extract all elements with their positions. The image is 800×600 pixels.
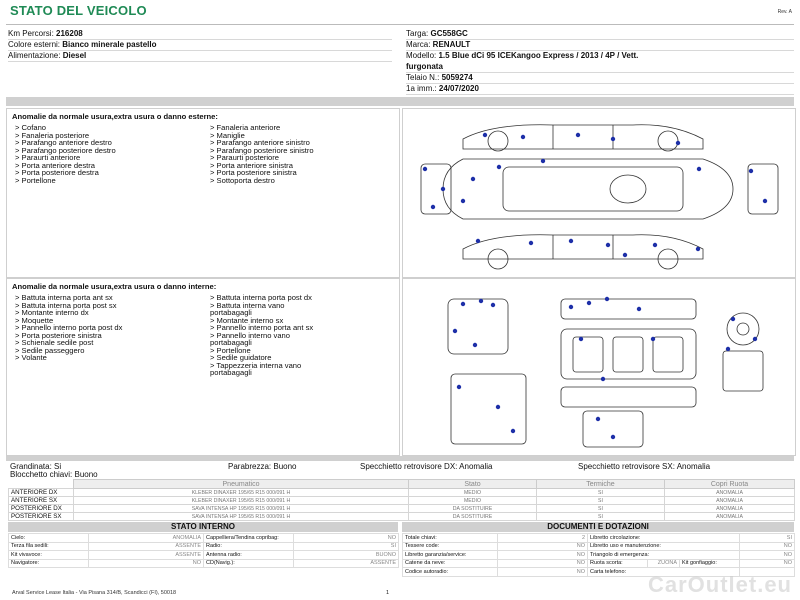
documenti-table [402, 533, 795, 577]
specchietto-dx-label: Specchietto retrovisore DX: Anomalia [360, 462, 493, 471]
immatricolazione-row: 1a imm.: 24/07/2020 [406, 83, 794, 95]
page-number: 1 [386, 590, 390, 596]
revision-label: Rev. A [777, 9, 792, 15]
interior-car-diagram [403, 279, 795, 455]
list-item: portabagagli [210, 338, 252, 347]
list-item: > Pannello interno porta post dx [15, 323, 123, 332]
internal-damage-panel [6, 278, 400, 456]
external-damage-list-1 [15, 124, 116, 184]
telaio-row: Telaio N.: 5059274 [406, 72, 794, 84]
section-band-mid [6, 456, 794, 461]
list-item: > Pannello interno vano [210, 330, 291, 340]
col-header-copri: Copri Ruota [665, 480, 795, 489]
list-item: > Paraurti posteriore [210, 153, 280, 162]
parabrezza-label: Parabrezza: Buono [228, 462, 297, 471]
list-item: > Portellone [210, 345, 251, 355]
list-item: > Montante interno sx [210, 315, 284, 325]
list-item: > Battuta interna vano [210, 300, 285, 310]
table-row: Totale chiavi: 2 Libretto circolazione: SI [403, 534, 795, 543]
list-item: portabagagli [210, 308, 252, 317]
list-item: > Moquette [15, 315, 54, 325]
external-damage-title: Anomalie da normale usura,extra usura o danno esterne: [12, 112, 218, 121]
list-item: > Sedile guidatore [210, 353, 272, 362]
list-item: > Porta anteriore sinistra [210, 160, 293, 170]
list-item: > Pannello interno porta ant sx [210, 323, 314, 332]
list-item: > Parafango posteriore destro [15, 145, 116, 155]
list-item: > Fanaleria anteriore [210, 123, 281, 132]
list-item: > Volante [15, 353, 47, 362]
internal-damage-title: Anomalie da normale usura,extra usura o danno interne: [12, 282, 217, 291]
list-item: > Porta posteriore destra [15, 168, 99, 177]
table-row: Navigatore: NO CD(Navig.): ASSENTE [9, 559, 399, 568]
table-row: ANTERIORE DX KLEBER DINAXER 195/65 R15 000/091 H MEDIO SI ANOMALIA [9, 489, 795, 497]
list-item: > Porta anteriore destra [15, 160, 95, 170]
list-item: > Paraurti anteriore [15, 153, 81, 162]
list-item: > Battuta interna porta ant sx [15, 293, 113, 302]
footer-address: Arval Service Lease Italia - Via Pisana 314/B, Scandicci (FI), 50018 [12, 590, 177, 596]
internal-diagram-panel [402, 278, 796, 456]
table-row: Codice autoradio: NO Carta telefono: [403, 568, 795, 577]
list-item: > Porta posteriore sinistra [15, 330, 102, 340]
list-item: > Sedile passeggero [15, 345, 85, 355]
table-row: Catene da neve: NO Ruota scorta: ZUONA Kit gonfiaggio: NO [403, 559, 795, 568]
table-row: Cielo: ANOMALIA Cappelliera/Tendina copribag: NO [9, 534, 399, 543]
internal-damage-list-1 [15, 294, 122, 362]
list-item: > Cofano [15, 123, 47, 132]
col-header-pneumatico: Pneumatico [74, 480, 409, 489]
external-damage-panel [6, 108, 400, 278]
list-item: > Battuta interna porta post sx [15, 300, 117, 310]
exterior-damage-markers [423, 133, 767, 257]
list-item: > Porta posteriore sinistra [210, 168, 297, 177]
stato-interno-table [8, 533, 399, 568]
list-item: > Portellone [15, 175, 56, 185]
col-header-stato: Stato [409, 480, 537, 489]
col-header-termiche: Termiche [537, 480, 665, 489]
colore-row: Colore esterni: Bianco minerale pastello [8, 39, 392, 51]
tyre-table [8, 479, 795, 521]
list-item: > Parafango anteriore destro [15, 138, 112, 147]
table-row: POSTERIORE DX SAVA INTENSA HP 195/65 R15 000/091 H DA SOSTITUIRE SI ANOMALIA [9, 505, 795, 513]
table-row: POSTERIORE SX SAVA INTENSA HP 195/65 R15 000/091 H DA SOSTITUIRE SI ANOMALIA [9, 513, 795, 521]
table-row: Kit vivavoce: ASSENTE Antenna radio: BUONO [9, 551, 399, 560]
interior-damage-markers [453, 297, 757, 439]
list-item: > Tappezzeria interna vano [210, 360, 302, 370]
external-damage-list-2 [210, 124, 314, 184]
marca-row: Marca: RENAULT [406, 39, 794, 51]
list-item: > Maniglie [210, 130, 245, 140]
list-item: portabagagli [210, 368, 252, 377]
stato-interno-title: STATO INTERNO [8, 522, 398, 532]
km-row: Km Percorsi: 216208 [8, 28, 392, 40]
alimentazione-row: Alimentazione: Diesel [8, 50, 392, 62]
list-item: > Montante interno dx [15, 308, 89, 317]
list-item: > Parafango posteriore sinistro [210, 145, 314, 155]
table-row: Libretto garanzia/service: NO Triangolo di emergenza: NO [403, 551, 795, 560]
page-title: STATO DEL VEICOLO [10, 3, 147, 18]
table-row: Tessere code: NO Libretto uso e manutenzione: NO [403, 542, 795, 551]
targa-row: Targa: GC558GC [406, 28, 794, 40]
watermark-logo: CarOutlet.eu [647, 572, 792, 597]
section-band-top [6, 97, 794, 106]
exterior-car-diagram [403, 109, 795, 277]
documenti-title: DOCUMENTI E DOTAZIONI [402, 522, 794, 532]
list-item: > Battuta interna porta post dx [210, 293, 312, 302]
grandinata-label: Grandinata: Si [10, 462, 62, 471]
external-diagram-panel [402, 108, 796, 278]
bloccaggio-label: Blocchetto chiavi: Buono [10, 470, 98, 479]
modello-row-cont: furgonata [406, 61, 794, 73]
list-item: > Schienale sedile post [15, 338, 94, 347]
specchietto-sx-label: Specchietto retrovisore SX: Anomalia [578, 462, 711, 471]
table-row: Terza fila sedili: ASSENTE Radio: SI [9, 542, 399, 551]
list-item: > Fanaleria posteriore [15, 130, 90, 140]
internal-damage-list-2 [210, 294, 313, 377]
list-item: > Parafango anteriore sinistro [210, 138, 310, 147]
modello-row: Modello: 1.5 Blue dCi 95 ICEKangoo Express / 2013 / 4P / Vett. [406, 51, 639, 60]
title-divider [6, 24, 794, 25]
list-item: > Sottoporta destro [210, 175, 275, 185]
table-row: ANTERIORE SX KLEBER DINAXER 195/65 R15 000/091 H MEDIO SI ANOMALIA [9, 497, 795, 505]
